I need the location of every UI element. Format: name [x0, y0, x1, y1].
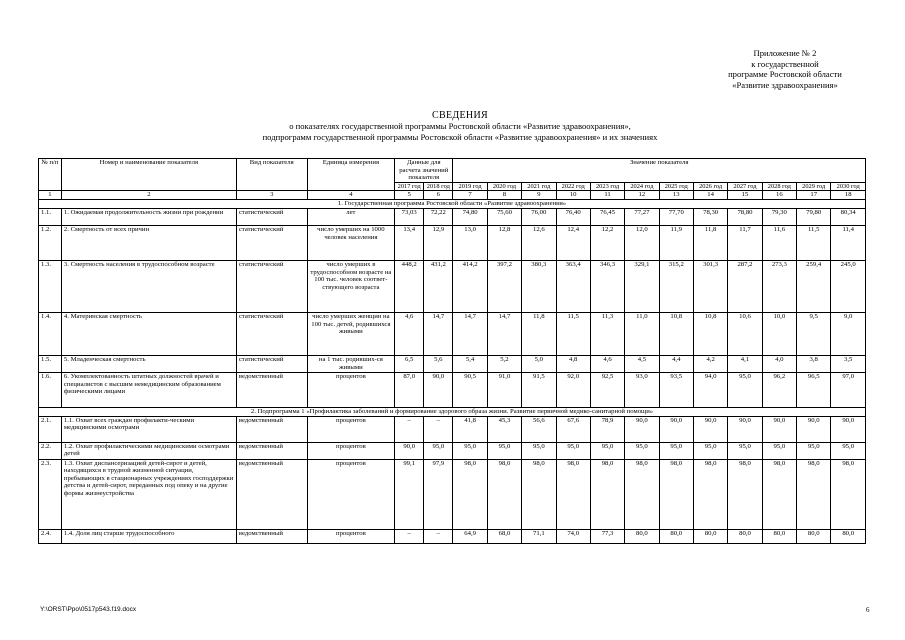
indicator-value: 95,0	[625, 442, 659, 459]
indicator-value: 95,0	[693, 442, 727, 459]
indicator-value: 77,3	[590, 529, 624, 543]
indicator-type: статистический	[236, 208, 307, 225]
document-title	[120, 110, 800, 143]
column-number: 17	[797, 191, 831, 200]
indicator-value: 95,0	[590, 442, 624, 459]
section-title: 2. Подпрограмма 1 «Профилактика заболеваний и формирование здорового образа жизни. Развитие первичной медико-санитарной помощи»	[39, 407, 866, 416]
indicator-value: 95,0	[556, 442, 590, 459]
year-header: 2017 год	[395, 182, 424, 191]
indicator-type: ведомственный	[236, 442, 307, 459]
column-number: 7	[453, 191, 487, 200]
indicator-value: 73,03	[395, 208, 424, 225]
indicator-value: 95,0	[424, 442, 453, 459]
indicator-value: 5,4	[453, 355, 487, 372]
indicator-value: 41,8	[453, 416, 487, 442]
indicator-value: 90,0	[762, 416, 796, 442]
indicator-value: 93,5	[659, 372, 693, 407]
column-number: 14	[693, 191, 727, 200]
indicator-name: 1.4. Доля лиц старше трудоспособного	[61, 529, 236, 543]
indicator-value: 414,2	[453, 260, 487, 312]
indicator-value: 11,5	[797, 225, 831, 260]
indicator-unit: число умерших женщин на 100 тыс. детей, родившихся живыми	[307, 312, 394, 355]
header-name: Номер и наименование показателя	[61, 159, 236, 191]
indicator-value: 12,4	[556, 225, 590, 260]
indicator-value: 78,80	[728, 208, 762, 225]
indicator-value: 3,5	[831, 355, 866, 372]
header-num: № п/п	[39, 159, 62, 191]
indicator-value: 10,0	[762, 312, 796, 355]
table-row	[39, 416, 866, 442]
indicator-value: 96,5	[797, 372, 831, 407]
indicator-value: 10,8	[659, 312, 693, 355]
indicator-unit: число умерших на 1000 человек населения	[307, 225, 394, 260]
footer-file-path: Y:\ORST\Ppo\0517p543.f19.docx	[40, 606, 137, 613]
indicator-value: 94,0	[693, 372, 727, 407]
indicator-value: 98,0	[590, 459, 624, 529]
indicator-value: 273,3	[762, 260, 796, 312]
appendix-line: «Развитие здравоохранения»	[732, 79, 838, 90]
row-number: 2.3.	[39, 459, 62, 529]
indicator-value: 259,4	[797, 260, 831, 312]
indicator-value: 13,4	[395, 225, 424, 260]
indicator-name: 4. Материнская смертность	[61, 312, 236, 355]
column-number: 1	[39, 191, 62, 200]
table-row	[39, 312, 866, 355]
indicator-value: 12,6	[522, 225, 556, 260]
year-header: 2030 год	[831, 182, 866, 191]
indicator-value: 72,22	[424, 208, 453, 225]
indicator-value: 5,0	[522, 355, 556, 372]
column-number: 10	[556, 191, 590, 200]
indicator-value: 95,0	[522, 442, 556, 459]
indicator-value: –	[424, 529, 453, 543]
indicator-value: 245,0	[831, 260, 866, 312]
column-number: 16	[762, 191, 796, 200]
indicator-value: 92,0	[556, 372, 590, 407]
indicator-value: 68,0	[487, 529, 521, 543]
table-colnums-row	[39, 191, 866, 200]
indicator-value: 92,5	[590, 372, 624, 407]
year-header: 2024 год	[625, 182, 659, 191]
column-number: 6	[424, 191, 453, 200]
indicator-value: 98,0	[831, 459, 866, 529]
indicator-value: 4,5	[625, 355, 659, 372]
indicator-value: 67,6	[556, 416, 590, 442]
indicator-value: 11,8	[693, 225, 727, 260]
indicator-unit: число умерших в трудоспособном возрасте на 100 тыс. человек соответ-ствующего возраста	[307, 260, 394, 312]
indicator-value: 71,1	[522, 529, 556, 543]
indicator-name: 6. Укомплектованность штатных должностей врачей и специалистов с высшим немедицинским образованием физическими лицами	[61, 372, 236, 407]
indicator-unit: лет	[307, 208, 394, 225]
row-number: 2.1.	[39, 416, 62, 442]
row-number: 2.4.	[39, 529, 62, 543]
indicator-value: 99,1	[395, 459, 424, 529]
indicator-value: 79,30	[762, 208, 796, 225]
header-base: Данные для расчета значений показателя	[395, 159, 453, 183]
indicator-value: 98,0	[625, 459, 659, 529]
indicator-value: 10,6	[728, 312, 762, 355]
table-row	[39, 529, 866, 543]
column-number: 9	[522, 191, 556, 200]
page-number: 6	[866, 606, 870, 614]
indicator-name: 1.2. Охват профилактическими медицинскими осмотрами детей	[61, 442, 236, 459]
indicator-value: 87,0	[395, 372, 424, 407]
section-row	[39, 200, 866, 209]
row-number: 1.6.	[39, 372, 62, 407]
indicator-type: статистический	[236, 225, 307, 260]
indicator-value: 93,0	[625, 372, 659, 407]
indicator-value: 6,5	[395, 355, 424, 372]
indicator-value: 363,4	[556, 260, 590, 312]
indicator-value: 95,0	[728, 372, 762, 407]
indicator-unit: процентов	[307, 459, 394, 529]
indicators-table	[38, 158, 866, 544]
indicator-name: 3. Смертность населения в трудоспособном возрасте	[61, 260, 236, 312]
indicator-value: 346,3	[590, 260, 624, 312]
year-header: 2022 год	[556, 182, 590, 191]
year-header: 2018 год	[424, 182, 453, 191]
indicator-value: 98,0	[556, 459, 590, 529]
indicator-value: 448,2	[395, 260, 424, 312]
row-number: 1.1.	[39, 208, 62, 225]
indicator-name: 5. Младенческая смертность	[61, 355, 236, 372]
appendix-block	[690, 48, 880, 90]
indicator-value: 96,2	[762, 372, 796, 407]
indicator-value: 315,2	[659, 260, 693, 312]
indicator-value: 90,0	[625, 416, 659, 442]
indicator-value: 98,0	[453, 459, 487, 529]
section-row	[39, 407, 866, 416]
year-header: 2029 год	[797, 182, 831, 191]
indicator-value: 98,0	[797, 459, 831, 529]
indicator-value: 75,60	[487, 208, 521, 225]
column-number: 2	[61, 191, 236, 200]
indicator-value: 77,70	[659, 208, 693, 225]
table-header-row	[39, 159, 866, 183]
indicator-type: ведомственный	[236, 529, 307, 543]
title-line: о показателях государственной программы Ростовской области «Развитие здравоохранения»,	[289, 121, 631, 131]
indicator-value: 11,3	[590, 312, 624, 355]
column-number: 3	[236, 191, 307, 200]
indicator-value: 90,0	[395, 442, 424, 459]
appendix-line: Приложение № 2	[753, 48, 817, 58]
year-header: 2019 год	[453, 182, 487, 191]
indicator-value: 4,8	[556, 355, 590, 372]
table-row	[39, 260, 866, 312]
header-unit: Единица измерения	[307, 159, 394, 191]
row-number: 1.3.	[39, 260, 62, 312]
indicator-value: 4,0	[762, 355, 796, 372]
indicator-value: 98,0	[487, 459, 521, 529]
indicator-value: 98,0	[693, 459, 727, 529]
indicator-value: 90,0	[831, 416, 866, 442]
column-number: 12	[625, 191, 659, 200]
indicator-value: 95,0	[453, 442, 487, 459]
indicator-value: 12,0	[625, 225, 659, 260]
indicator-value: 3,8	[797, 355, 831, 372]
indicator-value: 95,0	[487, 442, 521, 459]
indicator-value: 76,40	[556, 208, 590, 225]
indicator-value: 301,3	[693, 260, 727, 312]
indicator-value: 10,8	[693, 312, 727, 355]
indicator-value: 80,0	[797, 529, 831, 543]
indicator-value: 91,5	[522, 372, 556, 407]
indicator-value: 11,5	[556, 312, 590, 355]
indicator-type: статистический	[236, 260, 307, 312]
row-number: 2.2.	[39, 442, 62, 459]
year-header: 2027 год	[728, 182, 762, 191]
appendix-line: к государственной	[751, 58, 819, 69]
indicator-value: 9,5	[797, 312, 831, 355]
table-row	[39, 225, 866, 260]
indicator-value: 76,00	[522, 208, 556, 225]
column-number: 11	[590, 191, 624, 200]
title-line: подпрограмм государственной программы Ростовской области «Развитие здравоохранения» и их значениях	[262, 132, 658, 142]
indicator-value: 80,0	[728, 529, 762, 543]
year-header: 2025 год	[659, 182, 693, 191]
indicator-name: 1.1. Охват всех граждан профилакти-ческими медицинскими осмотрами	[61, 416, 236, 442]
indicator-value: 80,34	[831, 208, 866, 225]
indicator-value: –	[424, 416, 453, 442]
header-values: Значение показателя	[453, 159, 866, 183]
indicator-value: 90,0	[659, 416, 693, 442]
column-number: 15	[728, 191, 762, 200]
indicator-type: статистический	[236, 355, 307, 372]
indicator-value: 11,9	[659, 225, 693, 260]
indicator-unit: процентов	[307, 529, 394, 543]
indicator-value: 12,8	[487, 225, 521, 260]
header-type: Вид показателя	[236, 159, 307, 191]
indicator-value: 64,9	[453, 529, 487, 543]
indicator-value: 95,0	[831, 442, 866, 459]
indicator-value: 12,9	[424, 225, 453, 260]
section-title: 1. Государственная программа Ростовской области «Развитие здравоохранения»	[39, 200, 866, 209]
indicator-value: 45,3	[487, 416, 521, 442]
table-row	[39, 442, 866, 459]
table-row	[39, 208, 866, 225]
indicator-value: –	[395, 416, 424, 442]
indicator-value: 56,6	[522, 416, 556, 442]
year-header: 2021 год	[522, 182, 556, 191]
indicator-value: 90,0	[797, 416, 831, 442]
indicator-value: 329,1	[625, 260, 659, 312]
indicator-value: 98,0	[522, 459, 556, 529]
indicator-value: 97,0	[831, 372, 866, 407]
indicator-value: 76,45	[590, 208, 624, 225]
indicator-value: 5,6	[424, 355, 453, 372]
year-header: 2020 год	[487, 182, 521, 191]
appendix-line: программе Ростовской области	[728, 69, 842, 79]
indicator-unit: на 1 тыс. родивших-ся живыми	[307, 355, 394, 372]
column-number: 5	[395, 191, 424, 200]
indicator-value: 11,6	[762, 225, 796, 260]
indicator-value: 90,0	[728, 416, 762, 442]
indicator-type: ведомственный	[236, 459, 307, 529]
row-number: 1.5.	[39, 355, 62, 372]
indicator-value: 78,30	[693, 208, 727, 225]
indicator-value: 14,7	[453, 312, 487, 355]
indicator-unit: процентов	[307, 416, 394, 442]
indicator-value: 80,0	[659, 529, 693, 543]
indicator-value: 11,0	[625, 312, 659, 355]
indicator-value: 14,7	[424, 312, 453, 355]
indicator-value: 80,0	[831, 529, 866, 543]
indicator-unit: процентов	[307, 372, 394, 407]
year-header: 2028 год	[762, 182, 796, 191]
row-number: 1.4.	[39, 312, 62, 355]
indicator-type: статистический	[236, 312, 307, 355]
indicator-value: 11,4	[831, 225, 866, 260]
indicator-type: ведомственный	[236, 372, 307, 407]
indicator-value: 98,0	[728, 459, 762, 529]
indicator-value: 431,2	[424, 260, 453, 312]
indicator-value: 11,7	[728, 225, 762, 260]
table-row	[39, 459, 866, 529]
indicator-value: 95,0	[762, 442, 796, 459]
indicator-value: 4,6	[590, 355, 624, 372]
indicator-value: 12,2	[590, 225, 624, 260]
indicator-value: 4,2	[693, 355, 727, 372]
indicator-value: 95,0	[797, 442, 831, 459]
indicator-value: 80,0	[625, 529, 659, 543]
indicator-name: 2. Смертность от всех причин	[61, 225, 236, 260]
indicator-value: 80,0	[693, 529, 727, 543]
indicator-value: 5,2	[487, 355, 521, 372]
indicator-value: 95,0	[728, 442, 762, 459]
indicator-unit: процентов	[307, 442, 394, 459]
indicator-value: 98,0	[762, 459, 796, 529]
indicator-value: 95,0	[659, 442, 693, 459]
indicator-value: 4,4	[659, 355, 693, 372]
table-row	[39, 372, 866, 407]
indicator-value: 90,0	[424, 372, 453, 407]
indicator-type: ведомственный	[236, 416, 307, 442]
indicator-value: 4,1	[728, 355, 762, 372]
indicator-value: 4,6	[395, 312, 424, 355]
indicator-value: 77,27	[625, 208, 659, 225]
column-number: 13	[659, 191, 693, 200]
indicator-value: 74,80	[453, 208, 487, 225]
year-header: 2026 год	[693, 182, 727, 191]
year-header: 2023 год	[590, 182, 624, 191]
column-number: 4	[307, 191, 394, 200]
indicator-name: 1.3. Охват диспансеризацией детей-сирот и детей, находящихся в трудной жизненной ситуации, пребывающих в стационарных учреждениях господдержки детства и детей-сирот, переданных под опеку и на другие формы жизнеустройства	[61, 459, 236, 529]
indicator-value: 380,3	[522, 260, 556, 312]
indicator-value: 14,7	[487, 312, 521, 355]
table-row	[39, 355, 866, 372]
indicator-value: 90,0	[693, 416, 727, 442]
indicator-value: 97,9	[424, 459, 453, 529]
indicator-value: 11,8	[522, 312, 556, 355]
indicator-value: 80,0	[762, 529, 796, 543]
indicator-value: 9,0	[831, 312, 866, 355]
indicator-value: 287,2	[728, 260, 762, 312]
indicator-value: –	[395, 529, 424, 543]
indicator-value: 79,80	[797, 208, 831, 225]
column-number: 8	[487, 191, 521, 200]
indicator-value: 91,0	[487, 372, 521, 407]
indicator-value: 98,0	[659, 459, 693, 529]
indicator-value: 13,0	[453, 225, 487, 260]
indicator-name: 1. Ожидаемая продолжительность жизни при рождении	[61, 208, 236, 225]
indicator-value: 90,5	[453, 372, 487, 407]
row-number: 1.2.	[39, 225, 62, 260]
indicator-value: 78,9	[590, 416, 624, 442]
indicator-value: 74,0	[556, 529, 590, 543]
title-heading: СВЕДЕНИЯ	[432, 110, 488, 121]
column-number: 18	[831, 191, 866, 200]
indicator-value: 397,2	[487, 260, 521, 312]
